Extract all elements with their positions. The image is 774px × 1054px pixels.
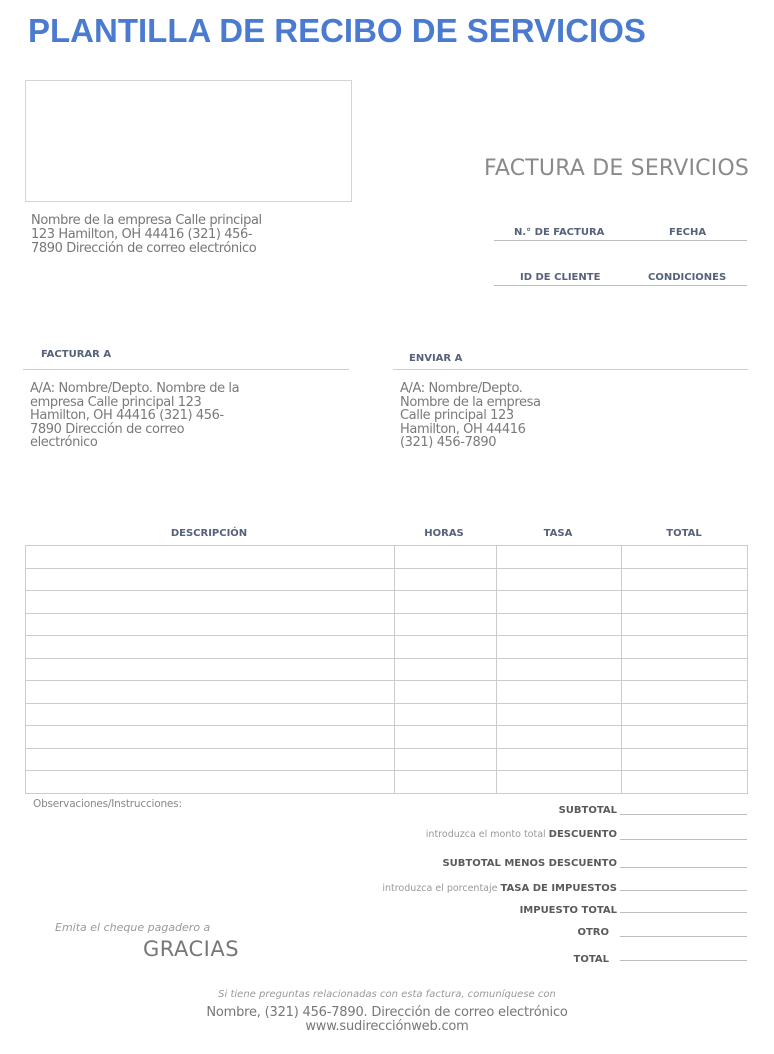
description-cell[interactable] <box>26 591 395 614</box>
company-info: Nombre de la empresa Calle principal 123 Hamilton, OH 44416 (321) 456-7890 Dirección de correo electrónico <box>31 213 262 256</box>
ship-to-line: (321) 456-7890 <box>400 435 497 450</box>
hours-cell[interactable] <box>395 726 497 749</box>
column-header-rate: TASA <box>543 528 573 539</box>
footer-contact-block <box>0 1006 774 1034</box>
total-tax-label: IMPUESTO TOTAL <box>519 905 617 916</box>
column-header-total: TOTAL <box>666 528 702 539</box>
table-row <box>26 636 748 659</box>
total-cell[interactable] <box>622 636 748 659</box>
table-row <box>26 613 748 636</box>
payable-to-text: Emita el cheque pagadero a <box>55 921 211 934</box>
logo-placeholder[interactable] <box>25 80 352 202</box>
summary-subtotal-less-discount <box>439 851 617 870</box>
page-title: PLANTILLA DE RECIBO DE SERVICIOS <box>28 12 646 49</box>
subtotal-label: SUBTOTAL <box>558 805 617 816</box>
hours-cell[interactable] <box>395 703 497 726</box>
ship-to-line: Calle principal 123 <box>400 408 514 423</box>
total-cell[interactable] <box>622 748 748 771</box>
total-tax-field[interactable] <box>620 912 747 913</box>
invoice-title: FACTURA DE SERVICIOS <box>484 156 750 181</box>
table-row <box>26 546 748 569</box>
summary-hint: introduzca el monto total <box>425 829 546 840</box>
client-id-label: ID DE CLIENTE <box>520 272 601 283</box>
summary-total-tax <box>517 898 617 917</box>
rate-cell[interactable] <box>497 703 622 726</box>
description-cell[interactable] <box>26 771 395 794</box>
subtotal-field[interactable] <box>620 814 747 815</box>
summary-hint: introduzca el porcentaje <box>382 883 498 894</box>
tax-rate-label: TASA DE IMPUESTOS <box>500 883 617 894</box>
total-cell[interactable] <box>622 703 748 726</box>
table-row <box>26 726 748 749</box>
summary-tax-rate <box>382 876 617 895</box>
total-cell[interactable] <box>622 658 748 681</box>
summary-other <box>574 920 609 939</box>
ship-to-line: Hamilton, OH 44416 <box>400 421 526 437</box>
thanks-text: GRACIAS <box>143 937 240 961</box>
hours-cell[interactable] <box>395 568 497 591</box>
ship-to-line: Nombre de la empresa <box>400 394 541 410</box>
description-cell[interactable] <box>26 703 395 726</box>
bill-to-label: FACTURAR A <box>41 349 112 360</box>
description-cell[interactable] <box>26 568 395 591</box>
terms-label: CONDICIONES <box>648 272 727 283</box>
hours-cell[interactable] <box>395 546 497 569</box>
table-row <box>26 771 748 794</box>
subtotal-less-discount-label: SUBTOTAL MENOS DESCUENTO <box>442 858 617 869</box>
rate-cell[interactable] <box>497 546 622 569</box>
hours-cell[interactable] <box>395 613 497 636</box>
rate-cell[interactable] <box>497 771 622 794</box>
tax-rate-field[interactable] <box>620 890 747 891</box>
footer-website[interactable]: www.sudirecciónweb.com <box>305 1019 469 1034</box>
rate-cell[interactable] <box>497 726 622 749</box>
total-cell[interactable] <box>622 771 748 794</box>
rate-cell[interactable] <box>497 658 622 681</box>
rate-cell[interactable] <box>497 613 622 636</box>
notes-label: Observaciones/Instrucciones: <box>33 798 182 810</box>
footer-question: Si tiene preguntas relacionadas con esta factura, comuníquese con <box>218 989 556 1000</box>
rate-cell[interactable] <box>497 681 622 704</box>
total-label: TOTAL <box>573 954 609 965</box>
bill-to-address: A/A: Nombre/Depto. Nombre de la empresa Calle principal 123 Hamilton, OH 44416 (321) 456-7890 Dirección de correo electrónico <box>30 381 240 450</box>
column-header-hours: HORAS <box>424 528 464 539</box>
column-header-description: DESCRIPCIÓN <box>170 528 248 539</box>
total-cell[interactable] <box>622 591 748 614</box>
table-row <box>26 658 748 681</box>
table-row <box>26 748 748 771</box>
description-cell[interactable] <box>26 546 395 569</box>
items-table <box>25 545 748 794</box>
total-field[interactable] <box>620 960 747 961</box>
description-cell[interactable] <box>26 681 395 704</box>
hours-cell[interactable] <box>395 636 497 659</box>
summary-subtotal <box>556 798 617 817</box>
hours-cell[interactable] <box>395 771 497 794</box>
invoice-number-date-row[interactable] <box>494 227 747 241</box>
total-cell[interactable] <box>622 613 748 636</box>
description-cell[interactable] <box>26 748 395 771</box>
rate-cell[interactable] <box>497 748 622 771</box>
hours-cell[interactable] <box>395 591 497 614</box>
summary-total <box>571 947 609 966</box>
table-row <box>26 568 748 591</box>
table-row <box>26 703 748 726</box>
table-row <box>26 591 748 614</box>
rate-cell[interactable] <box>497 591 622 614</box>
summary-discount <box>426 822 617 841</box>
rate-cell[interactable] <box>497 636 622 659</box>
total-cell[interactable] <box>622 681 748 704</box>
client-id-terms-row[interactable] <box>494 272 747 286</box>
description-cell[interactable] <box>26 726 395 749</box>
description-cell[interactable] <box>26 658 395 681</box>
total-cell[interactable] <box>622 546 748 569</box>
subtotal-less-discount-field[interactable] <box>620 867 747 868</box>
discount-label: DESCUENTO <box>548 829 617 840</box>
other-field[interactable] <box>620 936 747 937</box>
total-cell[interactable] <box>622 568 748 591</box>
invoice-number-label: N.° DE FACTURA <box>514 227 605 238</box>
other-label: OTRO <box>577 927 609 938</box>
rate-cell[interactable] <box>497 568 622 591</box>
footer-contact: Nombre, (321) 456-7890. Dirección de correo electrónico <box>206 1005 568 1020</box>
bill-to-divider <box>23 369 349 370</box>
total-cell[interactable] <box>622 726 748 749</box>
ship-to-address <box>400 382 600 450</box>
ship-to-label: ENVIAR A <box>409 353 463 364</box>
hours-cell[interactable] <box>395 658 497 681</box>
hours-cell[interactable] <box>395 681 497 704</box>
description-cell[interactable] <box>26 613 395 636</box>
ship-to-line: A/A: Nombre/Depto. <box>400 381 523 396</box>
ship-to-divider <box>393 369 748 370</box>
hours-cell[interactable] <box>395 748 497 771</box>
table-row <box>26 681 748 704</box>
discount-field[interactable] <box>620 839 747 840</box>
description-cell[interactable] <box>26 636 395 659</box>
date-label: FECHA <box>669 227 707 238</box>
